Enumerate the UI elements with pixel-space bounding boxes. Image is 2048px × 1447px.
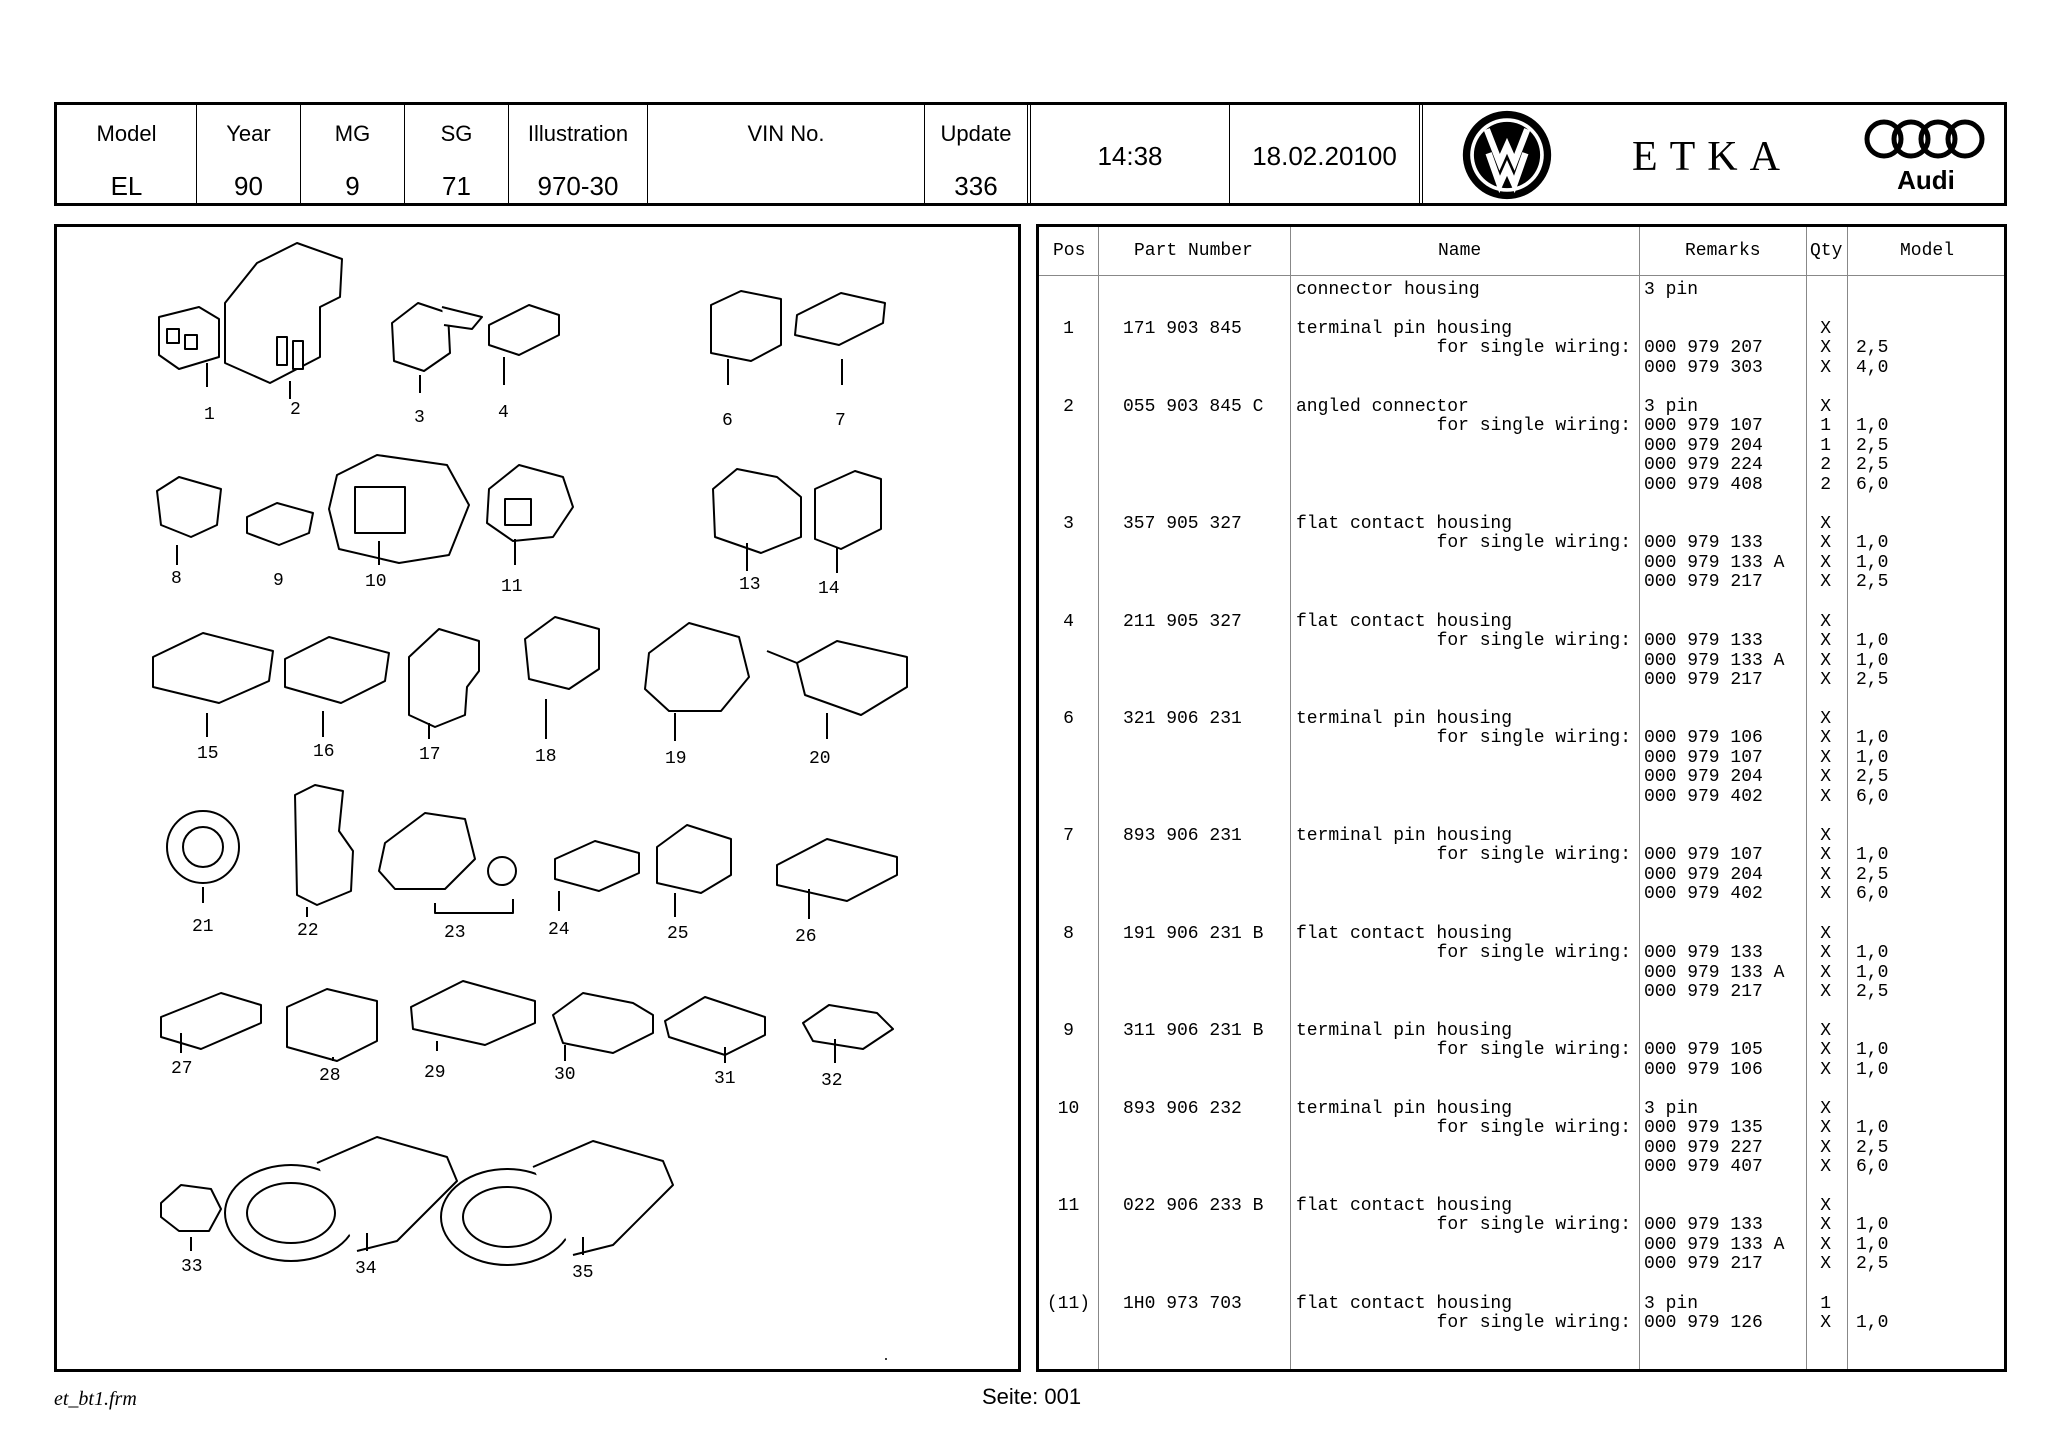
form-name: et_bt1.frm [54, 1388, 137, 1410]
part-25-drawing [657, 825, 731, 917]
row-remark: 000 979 217 [1644, 670, 1763, 691]
row-pos: (11) [1046, 1294, 1091, 1314]
row-model: 1,0 [1856, 533, 1889, 554]
row-remark: 000 979 217 [1644, 1254, 1763, 1275]
row-remark: 000 979 106 [1644, 1059, 1763, 1080]
year-label: Year [226, 121, 271, 146]
row-part-number: 311 906 231 B [1123, 1021, 1264, 1041]
row-model: 2,5 [1856, 982, 1889, 1003]
part-label-10: 10 [365, 572, 387, 592]
row-qty: X [1820, 884, 1831, 905]
part-19-drawing [645, 623, 749, 741]
row-sub-label: for single wiring: [1436, 943, 1631, 964]
page-number: Seite: 001 [982, 1384, 1082, 1409]
row-model: 4,0 [1856, 357, 1889, 378]
part-16-drawing [285, 637, 389, 737]
row-remark: 000 979 133 A [1644, 962, 1785, 983]
part-31-drawing [665, 997, 765, 1063]
vw-logo-icon [1461, 109, 1553, 201]
row-qty: 2 [1820, 474, 1831, 495]
row-remark: 000 979 303 [1644, 357, 1763, 378]
vin-label: VIN No. [747, 121, 825, 146]
row-name: flat contact housing [1296, 924, 1513, 944]
row-qty: X [1820, 1137, 1831, 1158]
row-remark: 000 979 133 [1644, 1215, 1763, 1236]
row-name: terminal pin housing [1296, 1099, 1513, 1119]
part-label-26: 26 [795, 927, 817, 947]
part-1-drawing [159, 307, 219, 387]
part-20-drawing [767, 641, 907, 739]
part-label-15: 15 [197, 744, 219, 764]
part-label-13: 13 [739, 575, 761, 595]
parts-table [1036, 224, 2007, 1372]
illustration-value: 970-30 [537, 171, 619, 201]
row-qty: X [1820, 767, 1831, 788]
part-9-drawing [247, 503, 313, 545]
row-qty: X [1820, 670, 1831, 691]
row-qty: X [1820, 1196, 1831, 1216]
row-name: flat contact housing [1296, 612, 1513, 632]
row-model: 2,5 [1856, 338, 1889, 359]
part-15-drawing [153, 633, 273, 737]
row-remark: 000 979 204 [1644, 435, 1763, 456]
row-remark: 000 979 217 [1644, 982, 1763, 1003]
row-remark: 000 979 204 [1644, 864, 1763, 885]
row-model: 2,5 [1856, 767, 1889, 788]
part-22-drawing [295, 785, 353, 917]
part-label-28: 28 [319, 1066, 341, 1086]
row-remark: 000 979 407 [1644, 1157, 1763, 1178]
row-pos: 8 [1063, 924, 1074, 944]
row-remark: 000 979 227 [1644, 1137, 1763, 1158]
row-qty: X [1820, 1059, 1831, 1080]
row-sub-label: for single wiring: [1436, 533, 1631, 554]
etka-brand: ETKA [1632, 134, 1792, 180]
table-header [1039, 227, 2004, 276]
part-label-19: 19 [665, 749, 687, 769]
row-qty: X [1820, 612, 1831, 632]
row-name: flat contact housing [1296, 1196, 1513, 1216]
model-cell [57, 105, 197, 203]
row-model: 2,5 [1856, 455, 1889, 476]
row-qty: X [1820, 1118, 1831, 1139]
row-sub-label: for single wiring: [1436, 338, 1631, 359]
row-model: 1,0 [1856, 650, 1889, 671]
header-part-number: Part Number [1134, 241, 1253, 261]
part-4-drawing [489, 305, 559, 385]
row-qty: X [1820, 1313, 1831, 1334]
mg-cell [301, 105, 405, 203]
row-part-number: 055 903 845 C [1123, 397, 1264, 417]
year-cell [197, 105, 301, 203]
audi-wordmark: Audi [1897, 165, 1955, 195]
row-sub-label: for single wiring: [1436, 1040, 1631, 1061]
row-part-number: 893 906 231 [1123, 826, 1242, 846]
row-qty: X [1820, 1254, 1831, 1275]
part-17-drawing [409, 629, 479, 739]
part-label-35: 35 [572, 1263, 594, 1283]
row-model: 6,0 [1856, 474, 1889, 495]
part-label-7: 7 [835, 411, 846, 431]
row-name: flat contact housing [1296, 1294, 1513, 1314]
row-qty: X [1820, 357, 1831, 378]
part-label-25: 25 [667, 924, 689, 944]
row-sub-label: for single wiring: [1436, 1215, 1631, 1236]
row-model: 1,0 [1856, 552, 1889, 573]
row-model: 1,0 [1856, 1040, 1889, 1061]
row-part-number: 321 906 231 [1123, 709, 1242, 729]
part-23-drawing [379, 813, 516, 913]
row-model: 2,5 [1856, 864, 1889, 885]
row-remark: 000 979 133 [1644, 943, 1763, 964]
row-pos: 4 [1063, 612, 1074, 632]
row-model: 2,5 [1856, 435, 1889, 456]
audi-logo-icon [1864, 115, 1988, 195]
row-remark: 000 979 133 [1644, 631, 1763, 652]
row-remark: 000 979 106 [1644, 728, 1763, 749]
row-name: terminal pin housing [1296, 319, 1513, 339]
part-35-drawing [441, 1141, 673, 1265]
row-sub-label: for single wiring: [1436, 845, 1631, 866]
date-cell [1230, 105, 1423, 203]
row-remark: 000 979 107 [1644, 416, 1763, 437]
part-10-drawing [329, 455, 469, 565]
row-model: 1,0 [1856, 845, 1889, 866]
part-11-drawing [487, 465, 573, 565]
vin-cell [648, 105, 925, 203]
row-model: 1,0 [1856, 1059, 1889, 1080]
row-name: terminal pin housing [1296, 826, 1513, 846]
part-label-22: 22 [297, 921, 319, 941]
row-model: 2,5 [1856, 1254, 1889, 1275]
part-label-32: 32 [821, 1071, 843, 1091]
part-label-33: 33 [181, 1257, 203, 1277]
row-sub-label: for single wiring: [1436, 1313, 1631, 1334]
header-model: Model [1900, 241, 1955, 261]
part-32-drawing [803, 1005, 893, 1063]
part-label-8: 8 [171, 569, 182, 589]
row-qty: X [1820, 982, 1831, 1003]
row-part-number: 1H0 973 703 [1123, 1294, 1242, 1314]
part-34-drawing [225, 1137, 457, 1261]
illustration-label: Illustration [527, 121, 629, 146]
part-label-6: 6 [722, 411, 733, 431]
header-name: Name [1438, 241, 1482, 261]
row-qty: X [1820, 924, 1831, 944]
header-qty: Qty [1810, 241, 1843, 261]
sg-cell [405, 105, 509, 203]
row-model: 1,0 [1856, 1313, 1889, 1334]
row-model: 6,0 [1856, 884, 1889, 905]
row-qty: X [1820, 1040, 1831, 1061]
row-model: 1,0 [1856, 416, 1889, 437]
row-model: 1,0 [1856, 1215, 1889, 1236]
time-value: 14:38 [1097, 141, 1163, 171]
header-pos: Pos [1053, 241, 1086, 261]
row-remark: 000 979 207 [1644, 338, 1763, 359]
row-qty: X [1820, 397, 1831, 417]
row-part-number: 357 905 327 [1123, 514, 1242, 534]
row-qty: X [1820, 1157, 1831, 1178]
row-model: 1,0 [1856, 728, 1889, 749]
part-label-21: 21 [192, 917, 214, 937]
row-qty: X [1820, 1021, 1831, 1041]
part-30-drawing [553, 993, 653, 1061]
part-label-30: 30 [554, 1065, 576, 1085]
part-label-23: 23 [444, 923, 466, 943]
row-qty: X [1820, 728, 1831, 749]
part-label-14: 14 [818, 579, 840, 599]
row-remark: 000 979 408 [1644, 474, 1763, 495]
row-remark: 000 979 135 [1644, 1118, 1763, 1139]
row-qty: X [1820, 631, 1831, 652]
row-remark: 000 979 133 [1644, 533, 1763, 554]
update-value: 336 [954, 171, 998, 201]
part-label-16: 16 [313, 742, 335, 762]
row-name: connector housing [1296, 280, 1480, 300]
row-qty: X [1820, 552, 1831, 573]
date-value: 18.02.20100 [1252, 141, 1397, 171]
row-qty: X [1820, 747, 1831, 768]
part-2-drawing [225, 243, 342, 399]
part-28-drawing [287, 989, 377, 1061]
row-name: terminal pin housing [1296, 1021, 1513, 1041]
row-model: 1,0 [1856, 943, 1889, 964]
row-qty: 1 [1820, 435, 1831, 456]
row-remark: 000 979 107 [1644, 747, 1763, 768]
row-pos: 1 [1063, 319, 1074, 339]
row-model: 1,0 [1856, 1118, 1889, 1139]
row-remark: 000 979 217 [1644, 572, 1763, 593]
row-sub-label: for single wiring: [1436, 631, 1631, 652]
row-model: 6,0 [1856, 1157, 1889, 1178]
row-qty: X [1820, 1215, 1831, 1236]
update-label: Update [940, 121, 1012, 146]
part-29-drawing [411, 981, 535, 1051]
row-remark: 3 pin [1644, 397, 1699, 417]
row-pos: 10 [1057, 1099, 1080, 1119]
part-24-drawing [555, 841, 639, 911]
row-model: 2,5 [1856, 572, 1889, 593]
part-label-20: 20 [809, 749, 831, 769]
row-pos: 9 [1063, 1021, 1074, 1041]
row-remark: 000 979 133 A [1644, 650, 1785, 671]
row-part-number: 191 906 231 B [1123, 924, 1264, 944]
row-remark: 000 979 224 [1644, 455, 1763, 476]
mg-value: 9 [345, 171, 360, 201]
time-cell [1031, 105, 1230, 203]
part-label-34: 34 [355, 1259, 377, 1279]
part-14-drawing [815, 471, 881, 573]
row-qty: 1 [1820, 1294, 1831, 1314]
sg-value: 71 [442, 171, 471, 201]
row-remark: 000 979 133 A [1644, 1234, 1785, 1255]
row-sub-label: for single wiring: [1436, 416, 1631, 437]
part-6-drawing [711, 291, 781, 385]
row-qty: X [1820, 319, 1831, 339]
row-qty: X [1820, 1099, 1831, 1119]
row-remark: 000 979 402 [1644, 786, 1763, 807]
row-remark: 3 pin [1644, 280, 1699, 300]
part-33-drawing [161, 1185, 221, 1251]
row-qty: X [1820, 338, 1831, 359]
row-model: 2,5 [1856, 670, 1889, 691]
row-remark: 000 979 126 [1644, 1313, 1763, 1334]
part-label-29: 29 [424, 1063, 446, 1083]
row-qty: X [1820, 943, 1831, 964]
row-name: flat contact housing [1296, 514, 1513, 534]
row-part-number: 022 906 233 B [1123, 1196, 1264, 1216]
row-qty: X [1820, 1234, 1831, 1255]
col-divider [1806, 227, 1807, 1369]
part-label-17: 17 [419, 745, 441, 765]
row-qty: X [1820, 962, 1831, 983]
row-part-number: 171 903 845 [1123, 319, 1242, 339]
row-qty: X [1820, 514, 1831, 534]
row-name: angled connector [1296, 397, 1469, 417]
part-18-drawing [525, 617, 599, 739]
part-21-drawing [167, 811, 239, 903]
row-pos: 7 [1063, 826, 1074, 846]
row-name: terminal pin housing [1296, 709, 1513, 729]
row-pos: 3 [1063, 514, 1074, 534]
row-qty: X [1820, 572, 1831, 593]
update-cell [925, 105, 1031, 203]
part-label-4: 4 [498, 403, 509, 423]
part-label-27: 27 [171, 1059, 193, 1079]
connector-drawings [57, 227, 1018, 1369]
part-label-9: 9 [273, 571, 284, 591]
row-model: 1,0 [1856, 1234, 1889, 1255]
mg-label: MG [334, 121, 371, 146]
part-label-1: 1 [204, 405, 215, 425]
model-label: Model [96, 121, 157, 146]
row-remark: 000 979 204 [1644, 767, 1763, 788]
part-27-drawing [161, 993, 261, 1053]
part-label-31: 31 [714, 1069, 736, 1089]
row-qty: X [1820, 826, 1831, 846]
col-divider [1847, 227, 1848, 1369]
row-model: 1,0 [1856, 962, 1889, 983]
sg-label: SG [440, 121, 473, 146]
part-label-24: 24 [548, 920, 570, 940]
row-model: 2,5 [1856, 1137, 1889, 1158]
col-divider [1098, 227, 1099, 1369]
row-qty: X [1820, 533, 1831, 554]
row-qty: 1 [1820, 416, 1831, 437]
row-remark: 000 979 107 [1644, 845, 1763, 866]
row-pos: 6 [1063, 709, 1074, 729]
col-divider [1639, 227, 1640, 1369]
part-label-18: 18 [535, 747, 557, 767]
row-part-number: 893 906 232 [1123, 1099, 1242, 1119]
row-remark: 000 979 133 A [1644, 552, 1785, 573]
part-26-drawing [777, 839, 897, 919]
part-7-drawing [795, 293, 885, 385]
row-pos: 11 [1057, 1196, 1080, 1216]
part-label-11: 11 [501, 577, 523, 597]
row-remark: 3 pin [1644, 1294, 1699, 1314]
part-label-3: 3 [414, 408, 425, 428]
row-pos: 2 [1063, 397, 1074, 417]
illustration-cell [509, 105, 648, 203]
year-value: 90 [234, 171, 263, 201]
header-remarks: Remarks [1685, 241, 1761, 261]
part-8-drawing [157, 477, 221, 565]
row-model: 6,0 [1856, 786, 1889, 807]
row-part-number: 211 905 327 [1123, 612, 1242, 632]
part-13-drawing [713, 469, 801, 571]
row-remark: 3 pin [1644, 1099, 1699, 1119]
illustration-panel [54, 224, 1021, 1372]
catalog-header [54, 102, 2007, 206]
part-3-drawing [392, 303, 482, 393]
row-remark: 000 979 402 [1644, 884, 1763, 905]
row-qty: X [1820, 845, 1831, 866]
row-sub-label: for single wiring: [1436, 1118, 1631, 1139]
row-qty: 2 [1820, 455, 1831, 476]
row-qty: X [1820, 650, 1831, 671]
col-divider [1290, 227, 1291, 1369]
row-model: 1,0 [1856, 631, 1889, 652]
row-sub-label: for single wiring: [1436, 728, 1631, 749]
row-model: 1,0 [1856, 747, 1889, 768]
part-label-2: 2 [290, 400, 301, 420]
model-value: EL [110, 171, 143, 201]
row-qty: X [1820, 864, 1831, 885]
row-qty: X [1820, 786, 1831, 807]
row-qty: X [1820, 709, 1831, 729]
row-remark: 000 979 105 [1644, 1040, 1763, 1061]
